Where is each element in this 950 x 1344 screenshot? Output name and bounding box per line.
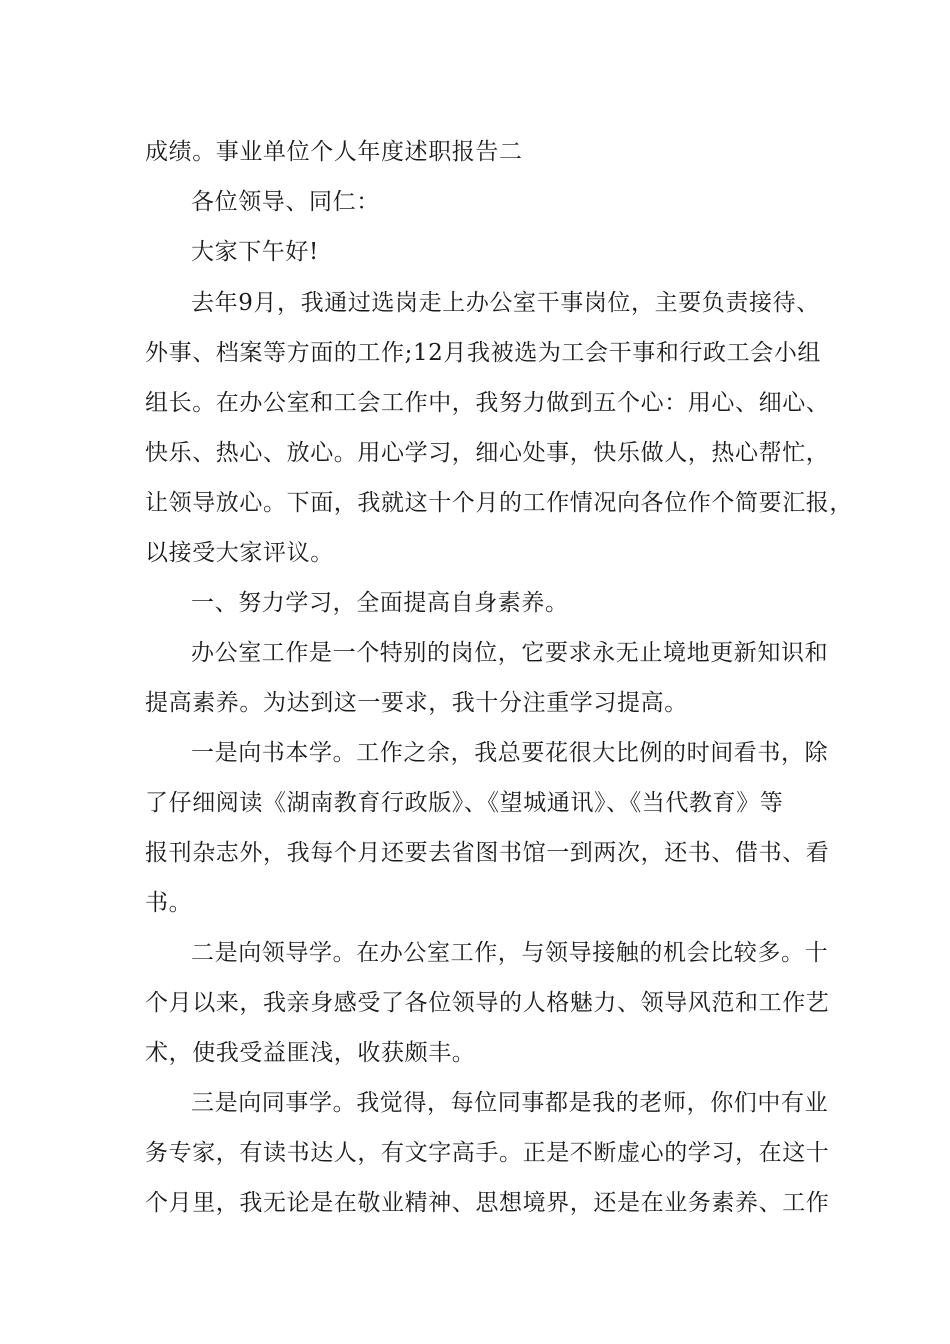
text-line: 术，使我受益匪浅，收获颇丰。 bbox=[145, 1040, 476, 1066]
text-line: 组长。在办公室和工会工作中，我努力做到五个心：用心、细心、 bbox=[145, 390, 830, 416]
section-heading: 一、努力学习，全面提高自身素养。 bbox=[191, 590, 569, 616]
text-line: 个月里，我无论是在敬业精神、思想境界，还是在业务素养、工作 bbox=[145, 1190, 830, 1216]
text-line: 以接受大家评议。 bbox=[145, 540, 334, 566]
text-line: 成绩。事业单位个人年度述职报告二 bbox=[145, 139, 523, 165]
text-line: 个月以来，我亲身感受了各位领导的人格魅力、领导风范和工作艺 bbox=[145, 990, 830, 1016]
text-line: 去年9月，我通过选岗走上办公室干事岗位，主要负责接待、 bbox=[191, 290, 820, 316]
text-line: 办公室工作是一个特别的岗位，它要求永无止境地更新知识和 bbox=[191, 640, 829, 666]
greeting: 大家下午好! bbox=[191, 239, 319, 265]
text-line: 让领导放心。下面，我就这十个月的工作情况向各位作个简要汇报， bbox=[145, 490, 853, 516]
text-line: 报刊杂志外，我每个月还要去省图书馆一到两次，还书、借书、看 bbox=[145, 840, 830, 866]
text-line: 一是向书本学。工作之余，我总要花很大比例的时间看书，除 bbox=[191, 740, 829, 766]
text-line: 了仔细阅读《湖南教育行政版》、《望城通讯》、《当代教育》等 bbox=[145, 790, 784, 816]
text-line: 快乐、热心、放心。用心学习，细心处事，快乐做人，热心帮忙， bbox=[145, 440, 830, 466]
text-line: 务专家，有读书达人，有文字高手。正是不断虚心的学习，在这十 bbox=[145, 1140, 830, 1166]
text-line: 三是向同事学。我觉得，每位同事都是我的老师，你们中有业 bbox=[191, 1090, 829, 1116]
text-line: 书。 bbox=[145, 890, 193, 916]
text-line: 二是向领导学。在办公室工作，与领导接触的机会比较多。十 bbox=[191, 940, 829, 966]
text-line: 提高素养。为达到这一要求，我十分注重学习提高。 bbox=[145, 690, 688, 716]
text-line: 外事、档案等方面的工作;12月我被选为工会干事和行政工会小组 bbox=[145, 340, 822, 366]
salutation: 各位领导、同仁： bbox=[191, 189, 380, 215]
